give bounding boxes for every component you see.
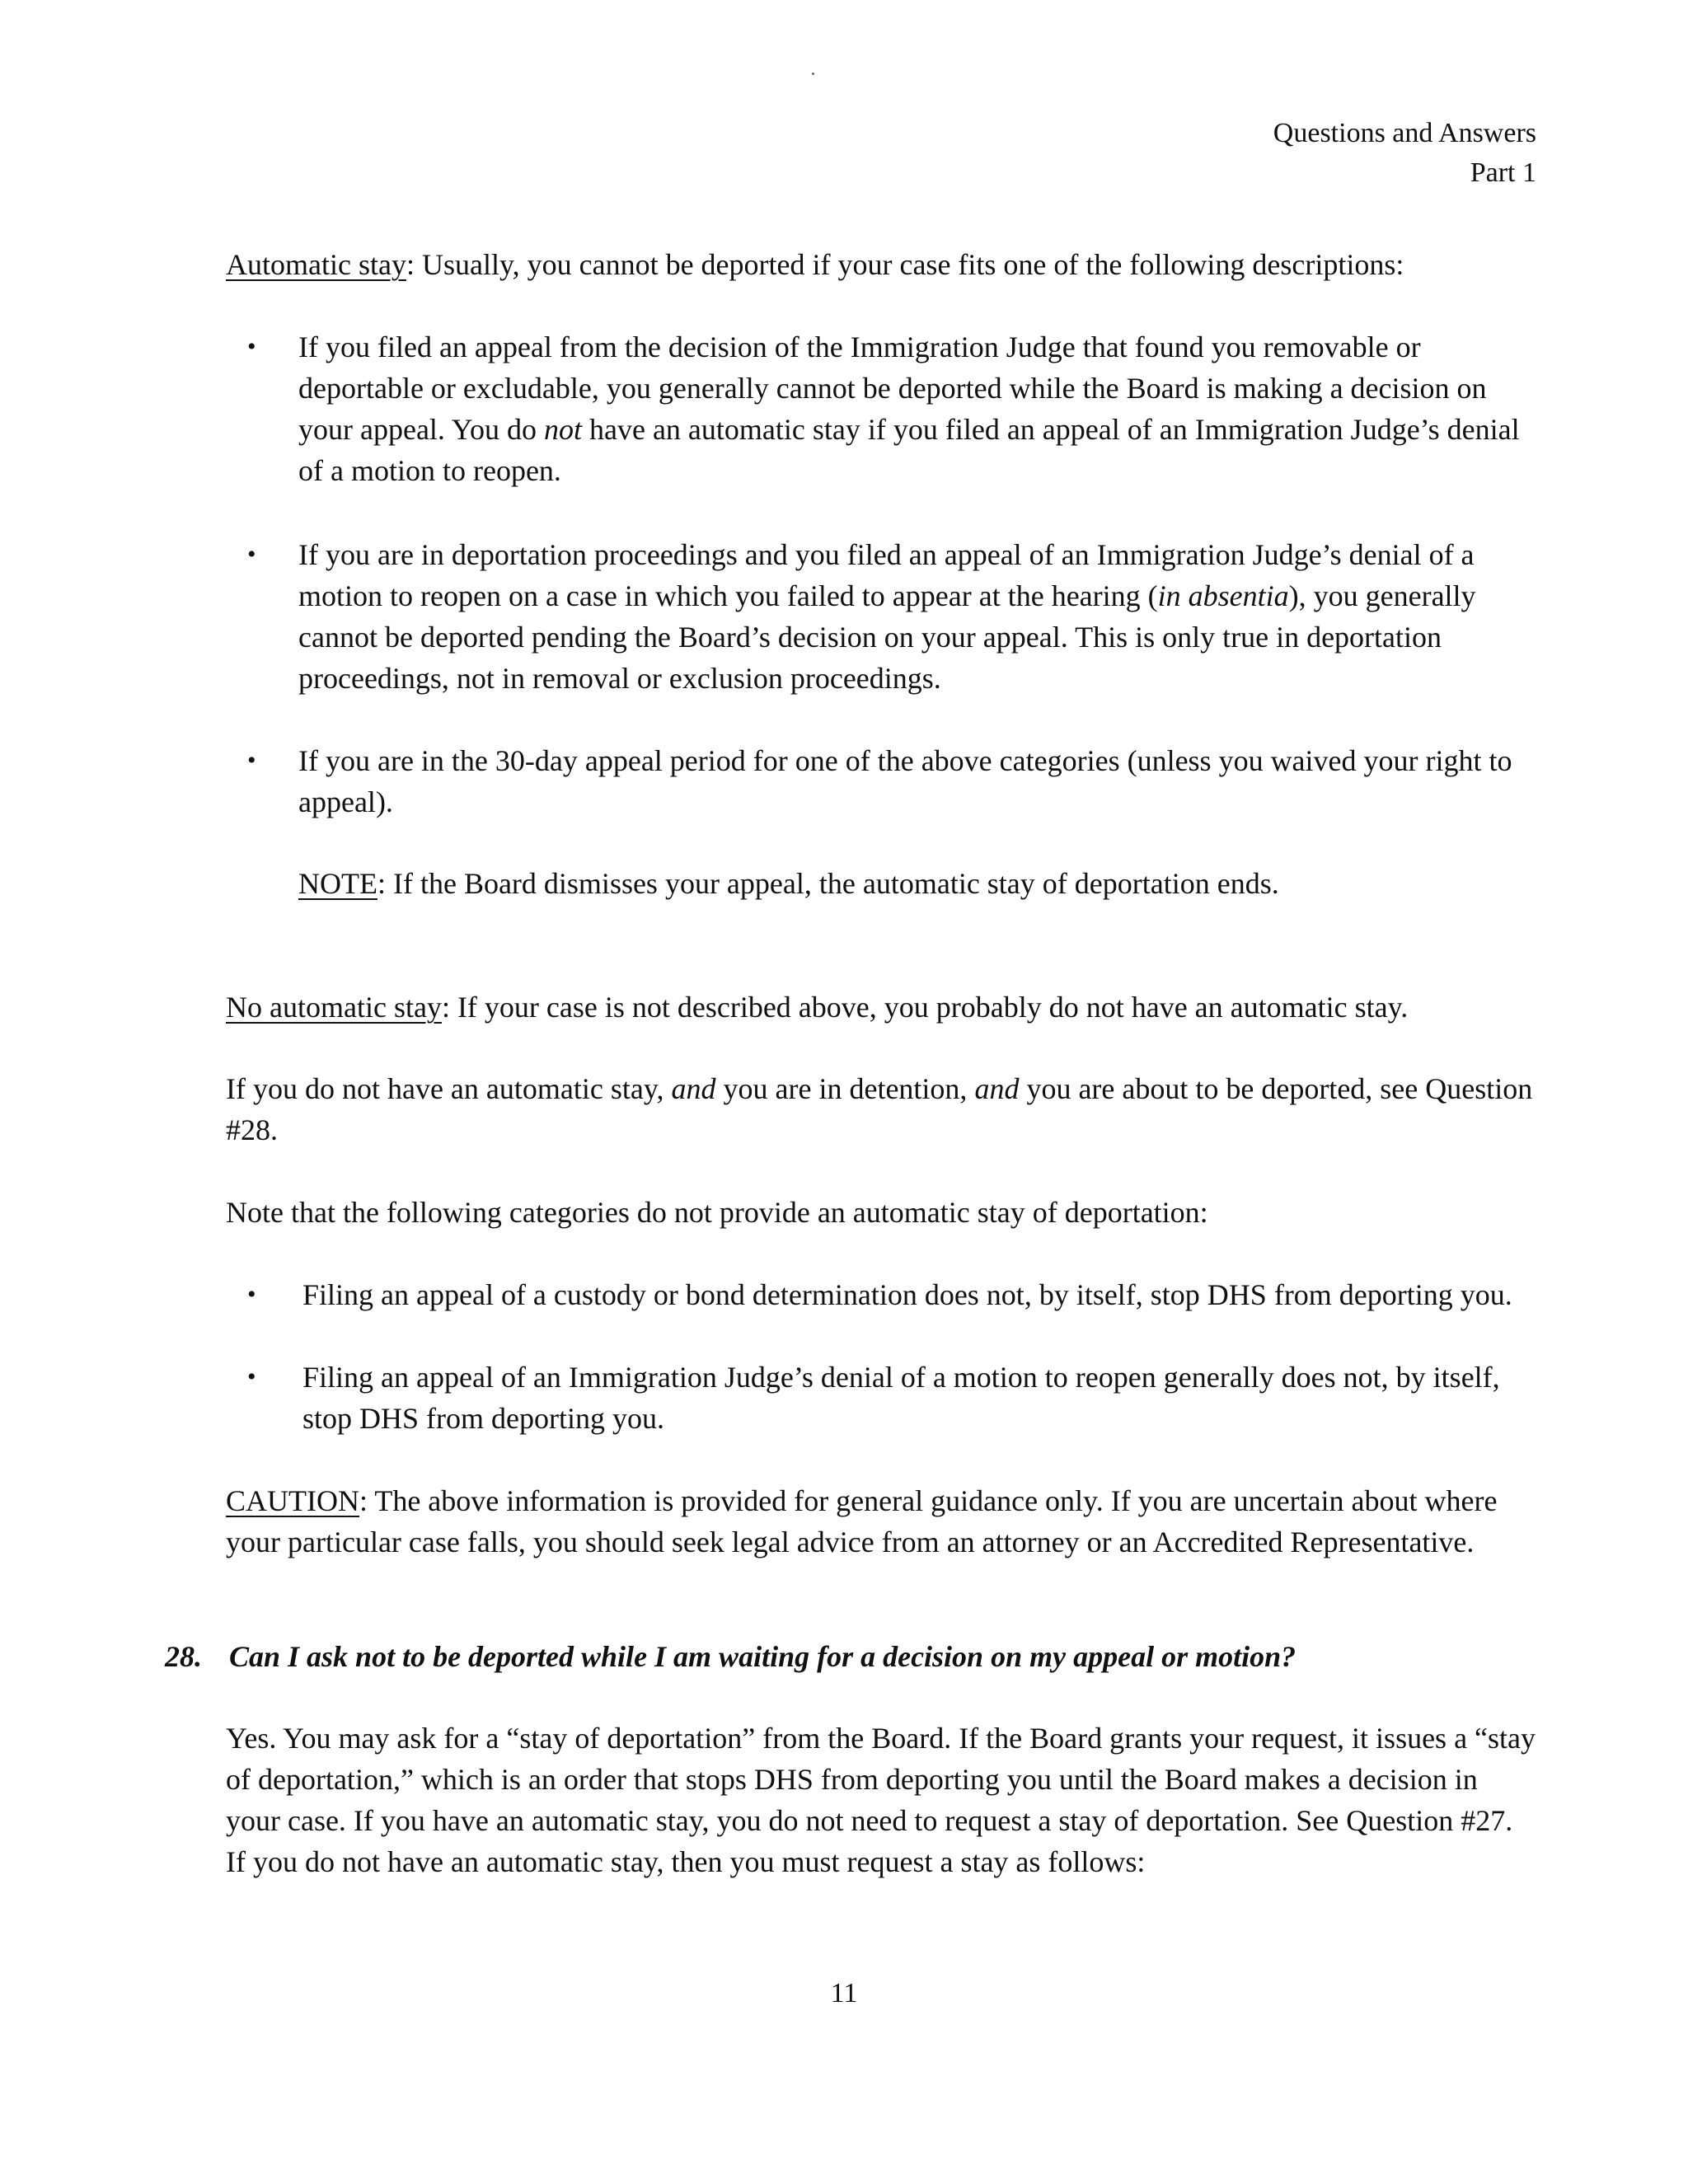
note-text: : If the Board dismisses your appeal, the automatic stay of deportation ends. [377,867,1279,900]
automatic-stay-label: Automatic stay [226,248,406,281]
bullet-icon: • [247,333,256,360]
automatic-stay-note [298,863,1518,904]
caution-label: CAUTION [226,1484,359,1517]
bullet-text: Filing an appeal of a custody or bond determination does not, by itself, stop DHS from deporting you. [302,1278,1512,1311]
automatic-stay-intro [226,244,1536,285]
caution-paragraph [226,1480,1536,1563]
no-automatic-stay-paragraph [226,987,1536,1028]
bullet-icon: • [247,541,256,568]
automatic-stay-intro-text: : Usually, you cannot be deported if your case fits one of the following descriptions: [406,248,1404,281]
bullet-text: Filing an appeal of an Immigration Judge’s denial of a motion to reopen generally does not, by itself, stop DHS from deporting you. [302,1361,1500,1435]
no-automatic-stay-text: : If your case is not described above, you probably do not have an automatic stay. [441,991,1409,1024]
caution-text: : The above information is provided for general guidance only. If you are uncertain about where your particular case falls, you should seek legal advice from an attorney or an Accredited Representative. [226,1484,1498,1558]
detention-paragraph: If you do not have an automatic stay, and you are in detention, and you are about to be deported, see Question #28. [226,1072,1533,1146]
page-number: 11 [830,1978,858,2008]
no-automatic-stay-label: No automatic stay [226,991,442,1024]
header-part: Part 1 [1470,157,1536,188]
bullet-text: If you are in the 30-day appeal period for one of the above categories (unless you waived your right to appeal). [298,744,1512,818]
running-header [1273,114,1536,193]
question-text: Can I ask not to be deported while I am waiting for a decision on my appeal or motion? [229,1640,1296,1673]
bullet-icon: • [247,1363,256,1390]
bullet-text: If you filed an appeal from the decision of the Immigration Judge that found you removable or deportable or excludable, you generally cannot be deported while the Board is making a decision on your appeal. You do not have an automatic stay if you filed an appeal of an Immigration Judge’s denial of a motion to reopen. [298,330,1520,487]
scan-speck [812,73,814,75]
question-number: 28. [165,1640,202,1673]
bullet-icon: • [247,747,256,774]
question-28-answer: Yes. You may ask for a “stay of deportation” from the Board. If the Board grants your request, it issues a “stay of deportation,” which is an order that stops DHS from deporting you until the Board makes a decision in your case. If you have an automatic stay, you do not need to request a stay of deportation. See Question #27. If you do not have an automatic stay, then you must request a stay as follows: [226,1722,1536,1878]
note-label: NOTE [298,867,377,900]
header-title: Questions and Answers [1273,118,1536,148]
categories-intro: Note that the following categories do not provide an automatic stay of deportation: [226,1196,1208,1229]
bullet-icon: • [247,1281,256,1308]
bullet-text: If you are in deportation proceedings and you filed an appeal of an Immigration Judge’s denial of a motion to reopen on a case in which you failed to appear at the hearing (in absentia), you generally cannot be deported pending the Board’s decision on your appeal. This is only true in deportation proceedings, not in removal or exclusion proceedings. [298,538,1476,695]
